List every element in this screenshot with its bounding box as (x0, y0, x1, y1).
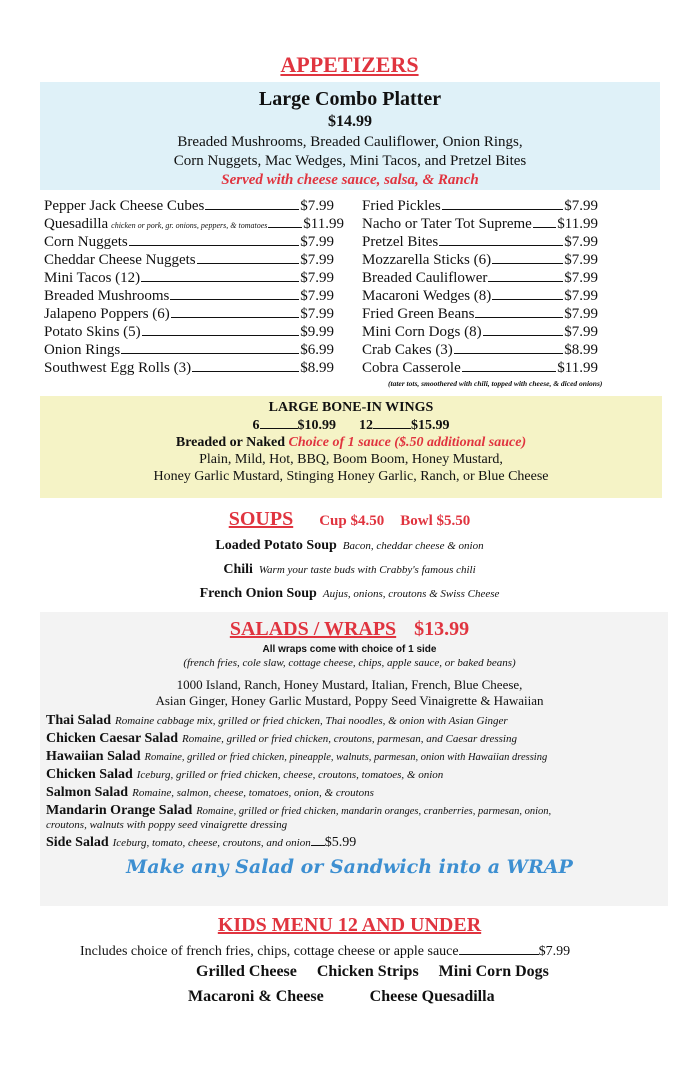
wings-price-6: $10.99 (297, 418, 336, 433)
list-item (362, 306, 598, 323)
mandarin-desc-cont: croutons, walnuts with poppy seed vinaigrette dressing (46, 819, 288, 831)
list-item (44, 360, 334, 377)
salad-item (46, 712, 508, 729)
salad-desc: Romaine, salmon, cheese, tomatoes, onion, & croutons (132, 787, 374, 799)
item-price: $7.99 (300, 234, 334, 250)
list-item (44, 324, 334, 341)
salad-desc: Romaine cabbage mix, grilled or fried chicken, Thai noodles, & onion with Asian Ginger (114, 715, 508, 727)
wings-style-line (40, 435, 662, 451)
item-price: $7.99 (564, 198, 598, 214)
soups-title: SOUPS (228, 508, 294, 530)
list-item (362, 342, 598, 359)
salad-item (46, 766, 443, 783)
salad-name: Mandarin Orange Salad (46, 803, 193, 818)
wings-title: LARGE BONE-IN WINGS (268, 400, 434, 415)
item-name: Onion Rings (44, 342, 121, 358)
list-item (44, 216, 344, 233)
salad-name: Chicken Caesar Salad (46, 731, 178, 746)
item-price: $7.99 (300, 198, 334, 214)
combo-desc-2: Corn Nuggets, Mac Wedges, Mini Tacos, and Pretzel Bites (173, 153, 527, 169)
item-price: $9.99 (300, 324, 334, 340)
combo-price: $14.99 (328, 113, 372, 130)
salad-name: Chicken Salad (46, 767, 133, 782)
item-name: Pepper Jack Cheese Cubes (44, 198, 205, 214)
soups-bowl-price: Bowl $5.50 (400, 513, 471, 529)
salads-price: $13.99 (414, 618, 470, 640)
side-salad (46, 834, 356, 851)
item-name: Quesadilla (44, 216, 109, 232)
item-price: $7.99 (564, 270, 598, 286)
soup-item (0, 586, 699, 602)
list-item (362, 360, 598, 377)
salad-item (46, 748, 547, 765)
list-item (44, 288, 334, 305)
kids-item: Cheese Quesadilla (369, 988, 495, 1005)
item-name: Mini Corn Dogs (8) (362, 324, 482, 340)
list-item (362, 270, 598, 287)
item-name: Breaded Cauliflower (362, 270, 488, 286)
soups-header (0, 508, 699, 531)
item-price: $7.99 (300, 306, 334, 322)
kids-price: $7.99 (538, 944, 571, 959)
kids-item: Grilled Cheese (196, 963, 297, 980)
kids-title: KIDS MENU 12 AND UNDER (217, 914, 482, 936)
side-salad-desc: Iceburg, tomato, cheese, croutons, and onion (112, 837, 311, 849)
dressings-2: Asian Ginger, Honey Garlic Mustard, Poppy Seed Vinaigrette & Hawaiian (155, 693, 544, 708)
salad-desc: Romaine, grilled or fried chicken, mandarin oranges, cranberries, parmesan, onion, (196, 806, 552, 817)
item-price: $7.99 (564, 306, 598, 322)
wings-qty-6: 6 (252, 418, 260, 433)
salad-name: Thai Salad (46, 713, 111, 728)
side-salad-name: Side Salad (46, 835, 109, 850)
combo-platter-panel (40, 82, 660, 190)
soup-name: Chili (223, 562, 253, 577)
list-item (362, 234, 598, 251)
salad-desc: Iceburg, grilled or fried chicken, cheese, croutons, tomatoes, & onion (136, 769, 444, 781)
kids-item: Mini Corn Dogs (438, 963, 549, 980)
soup-item (0, 562, 699, 578)
item-name: Mozzarella Sticks (6) (362, 252, 492, 268)
item-name: Southwest Egg Rolls (3) (44, 360, 192, 376)
wrap-promo: Make any Salad or Sandwich into a WRAP (126, 856, 573, 878)
salads-header (0, 618, 699, 641)
item-price: $7.99 (564, 324, 598, 340)
item-name: Jalapeno Poppers (6) (44, 306, 170, 322)
item-price: $7.99 (300, 270, 334, 286)
item-name: Nacho or Tater Tot Supreme (362, 216, 532, 232)
item-name: Corn Nuggets (44, 234, 128, 250)
soups-cup-price: Cup $4.50 (319, 513, 385, 529)
wings-sauces-1: Plain, Mild, Hot, BBQ, Boom Boom, Honey Mustard, (199, 452, 503, 467)
list-item (44, 234, 334, 251)
item-note: chicken or pork, gr. onions, peppers, & tomatoes (111, 221, 268, 230)
wings-prices (40, 418, 662, 434)
item-price: $7.99 (564, 234, 598, 250)
wrap-sides: (french fries, cole slaw, cottage cheese, chips, apple sauce, or baked beans) (183, 657, 516, 669)
list-item (362, 324, 598, 341)
salad-name: Hawaiian Salad (46, 749, 141, 764)
item-price: $11.99 (557, 216, 598, 232)
kids-item: Chicken Strips (316, 963, 419, 980)
combo-served: Served with cheese sauce, salsa, & Ranch (221, 172, 479, 188)
item-price: $7.99 (300, 288, 334, 304)
item-price: $7.99 (564, 288, 598, 304)
item-price: $7.99 (564, 252, 598, 268)
wings-panel (40, 396, 662, 498)
soup-name: Loaded Potato Soup (215, 538, 337, 553)
combo-name: Large Combo Platter (258, 88, 442, 110)
combo-desc-1: Breaded Mushrooms, Breaded Cauliflower, Onion Rings, (177, 134, 523, 150)
kids-row-1 (196, 963, 549, 981)
item-price: $11.99 (303, 216, 344, 232)
item-name: Cobra Casserole (362, 360, 461, 376)
wings-sauces-2: Honey Garlic Mustard, Stinging Honey Garlic, Ranch, or Blue Cheese (153, 469, 549, 484)
kids-includes-line (80, 944, 570, 960)
salad-desc: Romaine, grilled or fried chicken, pineapple, walnuts, parmesan, onion with Hawaiian dressing (144, 752, 548, 763)
item-price: $6.99 (300, 342, 334, 358)
salad-item (46, 802, 551, 819)
appetizers-title: APPETIZERS (280, 52, 419, 77)
list-item (44, 306, 334, 323)
dressings-1: 1000 Island, Ranch, Honey Mustard, Italian, French, Blue Cheese, (176, 677, 523, 692)
soup-desc: Aujus, onions, croutons & Swiss Cheese (322, 588, 500, 600)
list-item (362, 198, 598, 215)
item-name: Potato Skins (5) (44, 324, 141, 340)
cobra-note: (tater tots, smoothered with chili, topped with cheese, & diced onions) (388, 379, 603, 388)
list-item (362, 252, 598, 269)
list-item (44, 342, 334, 359)
item-name: Crab Cakes (3) (362, 342, 453, 358)
item-name: Pretzel Bites (362, 234, 439, 250)
item-name: Cheddar Cheese Nuggets (44, 252, 196, 268)
salads-title: SALADS / WRAPS (229, 618, 397, 640)
item-name: Fried Green Beans (362, 306, 475, 322)
item-price: $8.99 (564, 342, 598, 358)
item-price: $11.99 (557, 360, 598, 376)
list-item (44, 252, 334, 269)
soup-desc: Warm your taste buds with Crabby's famous chili (258, 564, 476, 576)
wings-style: Breaded or Naked (175, 435, 286, 450)
list-item (362, 216, 598, 233)
item-name: Fried Pickles (362, 198, 441, 214)
soup-desc: Bacon, cheddar cheese & onion (342, 540, 484, 552)
salad-item (46, 730, 517, 747)
wings-price-12: $15.99 (411, 418, 450, 433)
item-name: Macaroni Wedges (8) (362, 288, 492, 304)
wings-sauce-note: Choice of 1 sauce ($.50 additional sauce) (288, 435, 527, 450)
soup-name: French Onion Soup (199, 586, 317, 601)
kids-includes: Includes choice of french fries, chips, cottage cheese or apple sauce (80, 944, 459, 959)
kids-row-2 (188, 988, 495, 1006)
item-price: $8.99 (300, 360, 334, 376)
list-item (362, 288, 598, 305)
wings-qty-12: 12 (359, 418, 373, 433)
list-item (44, 270, 334, 287)
kids-item: Macaroni & Cheese (188, 988, 324, 1005)
soup-item (0, 538, 699, 554)
salad-name: Salmon Salad (46, 785, 129, 800)
side-salad-price: $5.99 (324, 835, 357, 850)
item-name: Mini Tacos (12) (44, 270, 141, 286)
wrap-note: All wraps come with choice of 1 side (262, 644, 437, 655)
item-name: Breaded Mushrooms (44, 288, 170, 304)
list-item (44, 198, 334, 215)
salad-desc: Romaine, grilled or fried chicken, croutons, parmesan, and Caesar dressing (181, 733, 517, 745)
salad-item (46, 784, 374, 801)
item-price: $7.99 (300, 252, 334, 268)
